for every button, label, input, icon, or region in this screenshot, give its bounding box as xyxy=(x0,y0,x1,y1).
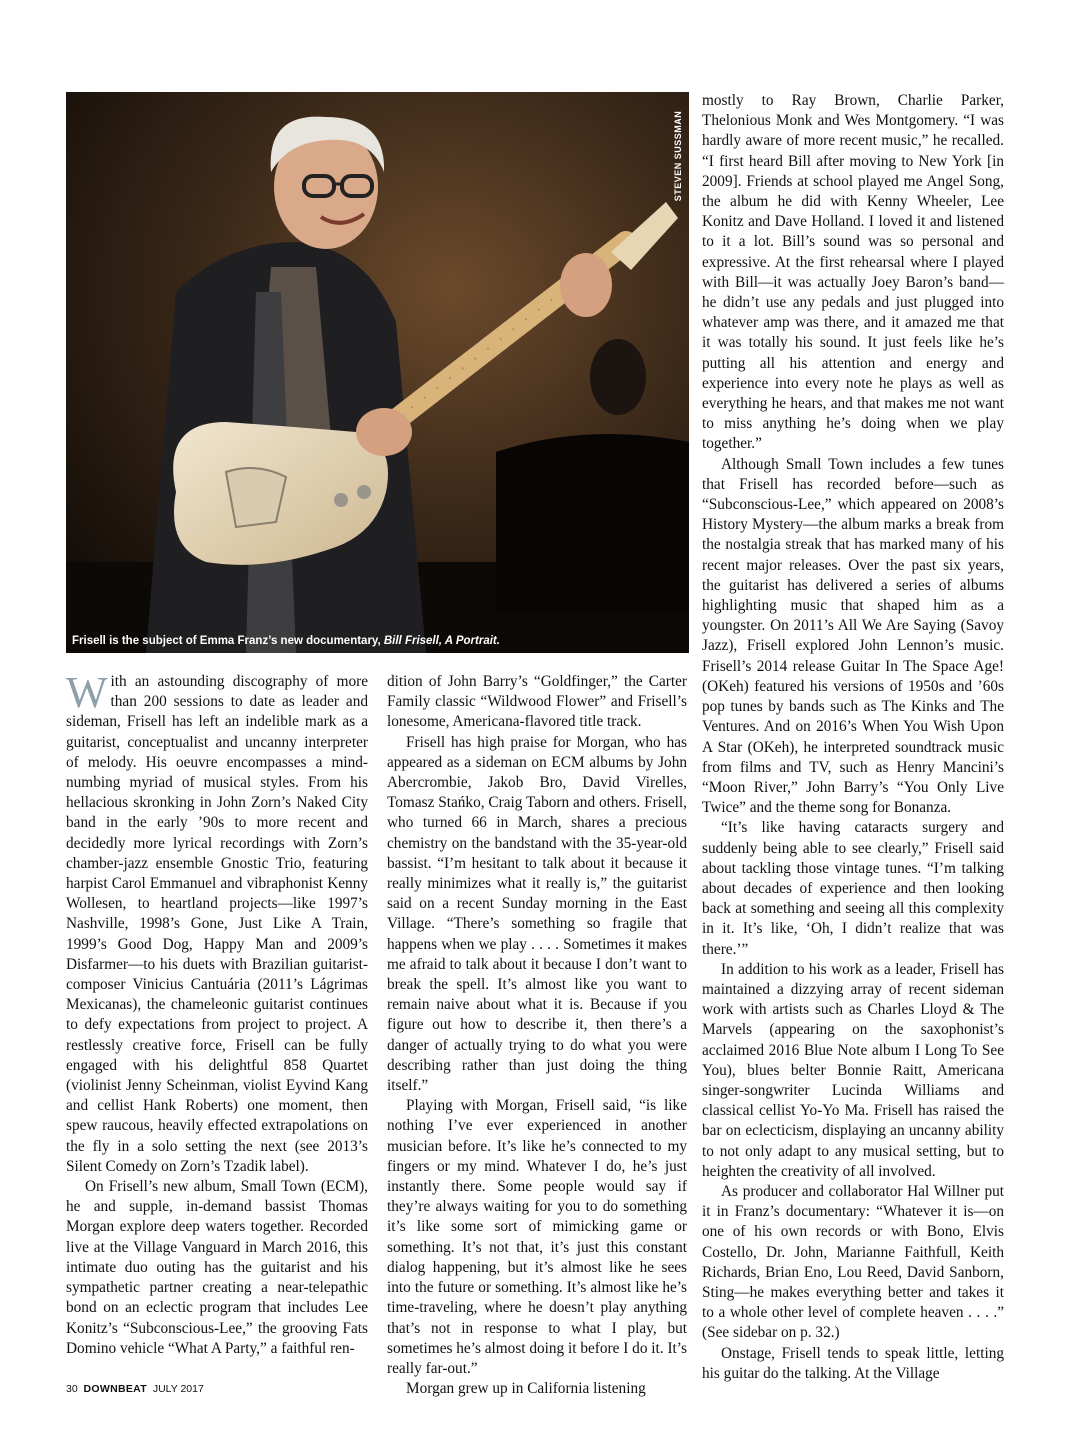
guitarist-photo-illustration xyxy=(66,92,689,653)
paragraph: In addition to his work as a leader, Frisell has maintained a dizzying array of recent sideman work with artists such as Charles Lloyd & The Marvels (appearing on the saxophonist’s acclaimed 2016 Blue Note album I Long To See You), blues belter Bonnie Raitt, Americana singer-songwriter Lucinda Williams and classical cellist Yo-Yo Ma. Frisell has raised the bar on eclecticism, displaying an uncanny ability to not only adapt to any musical setting, but to heighten the creativity of all involved. xyxy=(702,960,1004,1180)
paragraph: “It’s like having cataracts surgery and suddenly being able to see clearly,” Frisell said about tackling those vintage tunes. “I’m talking about decades of experience and then looking back at something and seeing all this complexity in it. It’s like, ‘Oh, I didn’t realize that was there.’” xyxy=(702,819,1004,958)
paragraph: With an astounding discography of more than 200 sessions to date as leader and sideman, Frisell has left an indelible mark as a guitarist, conceptualist and uncanny interpreter of melody. His oeuvre encompasses a mind-numbing myriad of musical styles. From his hellacious skronking in John Zorn’s Naked City band in the early ’90s to more recent and decidedly more lyrical recordings with Zorn’s chamber-jazz ensemble Gnostic Trio, featuring harpist Carol Emmanuel and vibraphonist Kenny Wollesen, to heartland projects—like 1997’s Nashville, 1998’s Gone, Just Like A Train, 1999’s Good Dog, Happy Man and 2009’s Disfarmer—to his duets with Brazilian guitarist-composer Vinicius Cantuária (2011’s Lágrimas Mexicanas), the chameleonic guitarist continues to defy expectations from project to project. A restlessly creative force, Frisell can be fully engaged with his delightful 858 Quartet (violinist Jenny Scheinman, violist Eyvind Kang and cellist Hank Roberts) one moment, then spew raucous, heavily effected extrapolations on the fly in a solo setting the next (see 2013’s Silent Comedy on Zorn’s Tzadik label). xyxy=(66,668,368,1175)
article-photo xyxy=(66,92,689,653)
paragraph: As producer and collaborator Hal Willner put it in Franz’s documentary: “Whatever it is—on one of his own records or with Bono, Elvis Costello, Dr. John, Marianne Faithfull, Keith Richards, Brian Eno, Lou Reed, David Sanborn, Sting—he makes everything better and takes it to a whole other level of complete heaven . . . .” (See sidebar on p. 32.) xyxy=(702,1182,1004,1342)
article-column-2 xyxy=(387,672,687,1399)
article-column-3 xyxy=(702,91,1004,1384)
paragraph: Although Small Town includes a few tunes that Frisell has recorded before—such as “Subconscious-Lee,” which appeared on 2008’s History Mystery—the album marks a break from the nostalgia streak that has marked many of his recent major releases. Over the past six years, the guitarist has delivered a series of albums highlighting music that shaped him as a youngster. On 2011’s All We Are Saying (Savoy Jazz), Frisell explored John Lennon’s music. Frisell’s 2014 release Guitar In The Space Age! (OKeh) featured his versions of 1950s and ’60s pop tunes by bands such as The Kinks and The Ventures. And on 2016’s When You Wish Upon A Star (OKeh), he interpreted soundtrack music from films and TV, such as Henry Mancini’s “Moon River,” John Barry’s “You Only Live Twice” and the theme song for Bonanza. xyxy=(702,455,1004,817)
paragraph: Morgan grew up in California listening xyxy=(406,1380,646,1398)
photo-credit: STEVEN SUSSMAN xyxy=(673,110,683,202)
magazine-name: DOWNBEAT xyxy=(83,1383,147,1395)
photo-caption: Frisell is the subject of Emma Franz’s new documentary, Bill Frisell, A Portrait. xyxy=(72,635,500,647)
article-column-1 xyxy=(66,668,368,1359)
paragraph: Frisell has high praise for Morgan, who has appeared as a sideman on ECM albums by John Abercrombie, Jakob Bro, David Virelles, Tomasz Stańko, Craig Taborn and others. Frisell, who turned 66 in March, shares a precious chemistry on the bandstand with the 35-year-old bassist. “I’m hesitant to talk about it because it really minimizes what it really is,” the guitarist said on a recent Sunday morning in the East Village. “There’s something so fragile that happens when we play . . . . Sometimes it makes me afraid to talk about it because I don’t want to break the spell. It’s almost like you want to remain naive about what it is. Because if you figure out how to describe it, then there’s a danger of actually trying to do what you were describing rather than just doing the thing itself.” xyxy=(387,733,687,1095)
paragraph: dition of John Barry’s “Goldfinger,” the Carter Family classic “Wildwood Flower” and Frisell’s lonesome, Americana-flavored title track. xyxy=(387,673,687,731)
page-footer xyxy=(66,1383,204,1395)
paragraph: On Frisell’s new album, Small Town (ECM), he and supple, in-demand bassist Thomas Morgan explore deep waters together. Recorded live at the Village Vanguard in March 2016, this intimate duo outing has the guitarist and his sympathetic partner creating a near-telepathic bond on an eclectic program that includes Lee Konitz’s “Subconscious-Lee,” the grooving Fats Domino vehicle “What A Party,” a faithful ren- xyxy=(66,1178,368,1357)
page-number: 30 xyxy=(66,1383,78,1395)
paragraph: mostly to Ray Brown, Charlie Parker, Thelonious Monk and Wes Montgomery. “I was hardly aware of more recent music,” he recalled. “I first heard Bill after moving to New York [in 2009]. Friends at school played me Angel Song, the album he did with Kenny Wheeler, Lee Konitz and Dave Holland. I loved it and listened to it a lot. Bill’s sound was so personal and expressive. At the first rehearsal where I played with Bill—it was actually Joey Baron’s band—he didn’t use any pedals and just plugged into whatever amp was there, and it amazed me that it was totally his sound. It just feels like he’s putting all his attention and energy and experience into every note he plays as well as everything he hears, and that makes me not want to miss anything he’s doing when we play together.” xyxy=(702,92,1004,453)
issue-date: JULY 2017 xyxy=(152,1383,204,1395)
drop-cap: W xyxy=(66,668,108,717)
paragraph: Onstage, Frisell tends to speak little, letting his guitar do the talking. At the Village xyxy=(702,1344,1004,1382)
paragraph: Playing with Morgan, Frisell said, “is like nothing I’ve ever experienced in another musician before. It’s like he’s connected to my fingers or my mind. Whatever I do, he’s just instantly there. Some people would say if they’re always waiting for you to do something it’s like some sort of mimicking game or something. It’s not that, it’s just this constant dialog happening, but it’s almost like he sees into the future or something. It’s almost like he’s time-traveling, where he doesn’t play anything that’s not in response to what I play, but sometimes he’s almost doing it before I do it. It’s really far-out.” xyxy=(387,1097,687,1377)
